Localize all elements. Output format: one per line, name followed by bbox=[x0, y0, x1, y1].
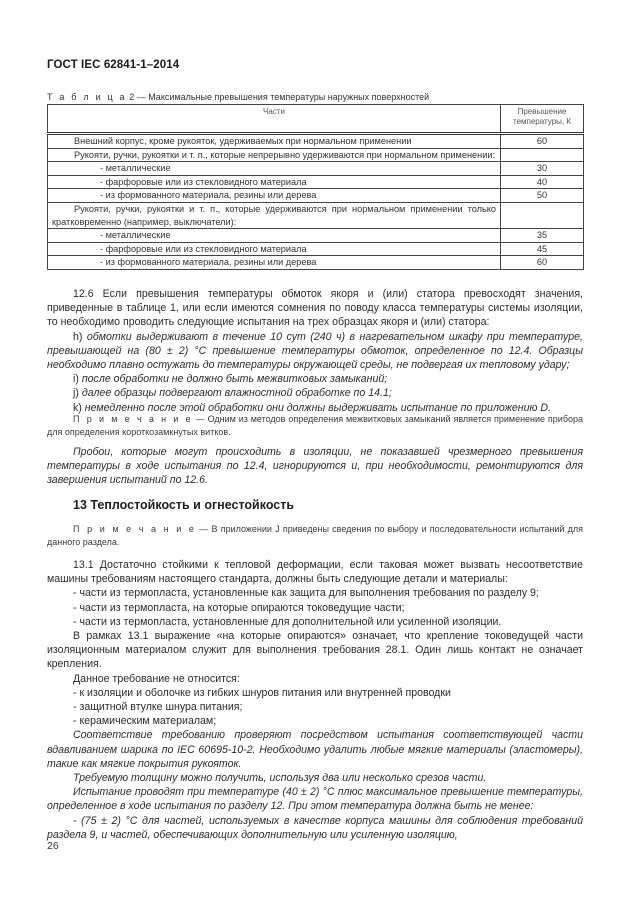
paragraph-test-temperature: Испытание проводят при температуре (40 ± 2) °С плюс максимальное превышение температуры, определенное в ходе испытания по разделу 12. При этом температура должна быть не менее: bbox=[47, 786, 583, 813]
note-paragraph bbox=[47, 523, 583, 549]
paragraph-13-1: 13.1 Достаточно стойкими к тепловой деформации, если таковая может вызвать несоответствие машины требованиям настоящего стандарта, должны быть следующие детали и материалы: bbox=[47, 559, 583, 586]
table-row bbox=[48, 242, 584, 256]
list-label-j: j) bbox=[73, 387, 79, 400]
list-item-exclusion: - защитной втулке шнура питания; bbox=[73, 701, 243, 714]
table-row bbox=[48, 202, 584, 228]
table-cell-part: - металлические bbox=[48, 229, 501, 243]
table-header-row bbox=[48, 105, 584, 134]
table-cell-value bbox=[501, 148, 584, 162]
note-label: П р и м е ч а н и е bbox=[73, 414, 193, 424]
paragraph-75-degrees: - (75 ± 2) °С для частей, используемых в качестве корпуса машины для соблюдения требований раздела 9, и частей, обеспечивающих дополнительную или усиленную изоляцию, bbox=[47, 814, 583, 841]
table-cell-part: - из формованного материала, резины или дерева bbox=[48, 189, 501, 203]
breakdown-paragraph: Пробои, которые могут происходить в изоляции, не показавшей чрезмерного превышения температуры в ходе испытания по 12.4, игнорируются и, при необходимости, ремонтируются для завершения испытаний по 12.6. bbox=[47, 446, 583, 487]
table-cell-value: 45 bbox=[501, 242, 584, 256]
list-item-j bbox=[47, 386, 583, 400]
table-cell-part: - металлические bbox=[48, 162, 501, 176]
table-caption-label: Т а б л и ц а bbox=[47, 92, 127, 102]
page-number: 26 bbox=[47, 840, 59, 852]
table-cell-part: - фарфоровые или из стекловидного материала bbox=[48, 175, 501, 189]
table-row bbox=[48, 175, 584, 189]
list-item-h bbox=[47, 330, 583, 373]
table-cell-value: 30 bbox=[501, 162, 584, 176]
list-item-i bbox=[47, 372, 583, 386]
table-row bbox=[48, 148, 584, 162]
table-row bbox=[48, 162, 584, 176]
list-label-h: h) bbox=[73, 330, 83, 343]
table-cell-part: - из формованного материала, резины или дерева bbox=[48, 256, 501, 270]
table-cell-value: 40 bbox=[501, 175, 584, 189]
paragraph-12-6-intro: 12.6 Если превышения температуры обмоток якоря и (или) статора превосходят значения, приведенные в таблице 1, или если имеются сомнения по поводу класса температуры системы изоляции, то необходимо проводить следующие испытания на трех образцах якоря и (или) статора: bbox=[47, 288, 583, 329]
column-header-temp-rise: Превышение температуры, К bbox=[501, 105, 584, 134]
list-item-part: - части из термопласта, установленные как защита для выполнения требования по разделу 9; bbox=[73, 587, 539, 600]
note-label: П р и м е ч а н и е bbox=[73, 524, 197, 534]
table-row bbox=[48, 256, 584, 270]
list-text-k: немедленно после этой обработки они должны выдерживать испытание по приложению D. bbox=[81, 401, 551, 414]
breakdown-paragraph-block bbox=[47, 445, 583, 488]
column-header-parts: Части bbox=[48, 105, 501, 134]
table-cell-part: Рукояти, ручки, рукоятки и т. п., которые непрерывно удерживаются при нормальном применении: bbox=[48, 148, 501, 162]
note-paragraph bbox=[47, 413, 583, 439]
section-13-heading: 13 Теплостойкость и огнестойкость bbox=[73, 498, 295, 512]
list-label-k: k) bbox=[73, 401, 82, 414]
list-label-i: i) bbox=[73, 373, 79, 386]
table-cell-part: Внешний корпус, кроме рукояток, удерживаемых при нормальном применении bbox=[48, 134, 501, 149]
list-text-h: обмотки выдерживают в течение 10 сут (240 ч) в нагревательном шкафу при температуре, превышающей на (80 ± 2) °С превышение температуры обмоток, определенное по 12.4. Образцы необходимо плавно остужать до температуры окружающей среды, не подвергая их тепловому удару; bbox=[47, 330, 583, 372]
list-item-part: - части из термопласта, установленные для дополнительной или усиленной изоляции. bbox=[73, 615, 502, 628]
paragraph-thickness: Требуемую толщину можно получить, используя два или несколько срезов части. bbox=[73, 772, 487, 785]
temperature-rise-table bbox=[47, 104, 584, 270]
table-row bbox=[48, 229, 584, 243]
section-13-body bbox=[47, 558, 583, 842]
table-caption-title: 2 — Максимальные превышения температуры наружных поверхностей bbox=[126, 92, 430, 102]
note-text: — В приложении J приведены сведения по выбору и последовательности испытаний для данного раздела. bbox=[47, 524, 584, 547]
paragraph-exclusions-intro: Данное требование не относится: bbox=[73, 672, 240, 685]
table-cell-part: Рукояти, ручки, рукоятки и т. п., которые удерживаются при нормальном применении только кратковременно (например, выключатели): bbox=[48, 202, 501, 228]
note-text: — Одним из методов определения межвитковых замыканий является применение прибора для определения короткозамкнутых витков. bbox=[47, 414, 583, 437]
table-caption bbox=[47, 92, 429, 102]
paragraph-compliance: Соответствие требованию проверяют посредством испытания соответствующей части вдавливанием шарика по IEC 60695-10-2. Необходимо удалить любые мягкие материалы (эластомеры), такие как мягкие покрытия рукояток. bbox=[47, 729, 583, 770]
list-text-i: после обработки не должно быть межвитковых замыканий; bbox=[78, 373, 388, 386]
list-item-exclusion: - к изоляции и оболочке из гибких шнуров питания или внутренней проводки bbox=[73, 686, 451, 699]
list-text-j: далее образцы подвергают влажностной обработке по 14.1; bbox=[78, 387, 392, 400]
list-item-part: - части из термопласта, на которые опираются токоведущие части; bbox=[73, 601, 405, 614]
table-cell-value bbox=[501, 202, 584, 228]
list-item-exclusion: - керамическим материалам; bbox=[73, 715, 217, 728]
table-cell-value: 60 bbox=[501, 134, 584, 149]
table-row bbox=[48, 134, 584, 149]
table-row bbox=[48, 189, 584, 203]
document-id-header: ГОСТ IEC 62841-1–2014 bbox=[47, 59, 180, 71]
table-cell-value: 35 bbox=[501, 229, 584, 243]
paragraph-framework: В рамках 13.1 выражение «на которые опираются» означает, что крепление токоведущей части изоляционным материалом служит для выполнения требования 28.1. Один лишь контакт не означает крепления. bbox=[47, 630, 583, 671]
note-12-6 bbox=[47, 413, 583, 439]
table-cell-value: 50 bbox=[501, 189, 584, 203]
table-cell-value: 60 bbox=[501, 256, 584, 270]
note-13 bbox=[47, 523, 583, 549]
section-12-6 bbox=[47, 287, 583, 415]
table-cell-part: - фарфоровые или из стекловидного материала bbox=[48, 242, 501, 256]
